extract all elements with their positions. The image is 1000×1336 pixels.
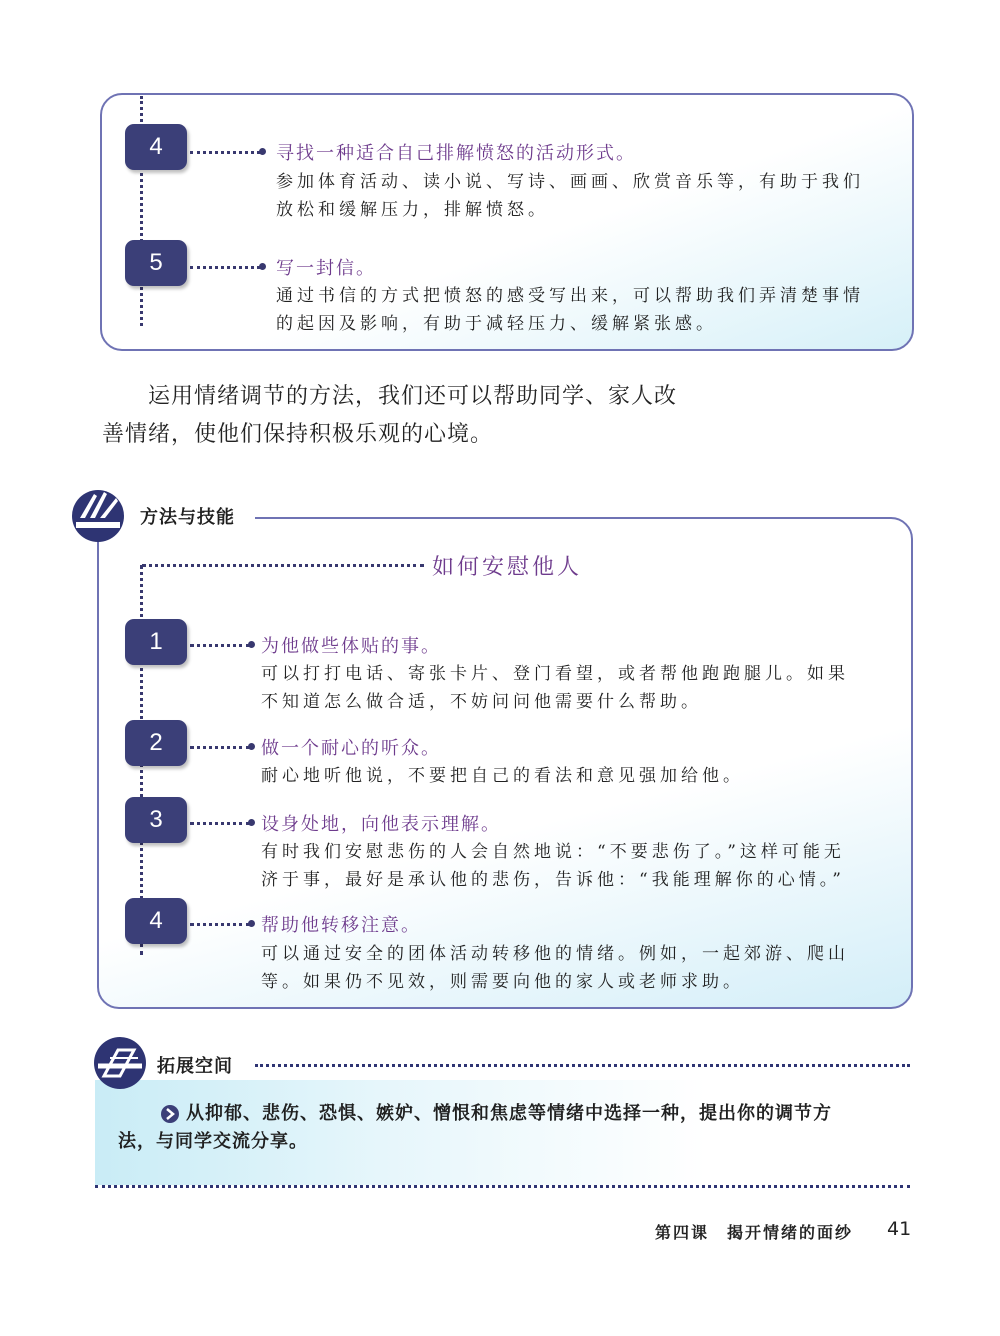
item-body: 可以打打电话、寄张卡片、登门看望，或者帮他跑跑腿儿。如果 不知道怎么做合适，不妨问问他需要什么帮助。 xyxy=(261,664,849,712)
connector-dots xyxy=(190,822,250,825)
step-badge-4: 4 xyxy=(125,898,187,944)
lesson-title: 第四课 揭开情绪的面纱 xyxy=(655,1223,854,1242)
arrow-bullet-icon xyxy=(160,1104,180,1124)
expand-bottom-dots xyxy=(95,1185,910,1188)
connector-dots xyxy=(190,644,250,647)
connector-dot-end xyxy=(248,819,255,826)
connector-dots xyxy=(190,151,260,154)
expand-text-line-1: 从抑郁、悲伤、恐惧、嫉妒、憎恨和焦虑等情绪中选择一种，提出你的调节方 xyxy=(186,1103,832,1124)
item-title: 做一个耐心的听众。 xyxy=(261,738,441,759)
item-body: 通过书信的方式把愤怒的感受写出来，可以帮助我们弄清楚事情 的起因及影响，有助于减轻压力、缓解紧张感。 xyxy=(276,286,864,334)
item-title: 写一封信。 xyxy=(276,258,376,279)
item-title: 寻找一种适合自己排解愤怒的活动形式。 xyxy=(276,143,636,164)
connector-dot-end xyxy=(248,920,255,927)
body-paragraph-line-1: 运用情绪调节的方法，我们还可以帮助同学、家人改 xyxy=(148,384,678,409)
item-title: 设身处地，向他表示理解。 xyxy=(261,814,501,835)
step-badge-2: 2 xyxy=(125,720,187,766)
item-body: 有时我们安慰悲伤的人会自然地说：“不要悲伤了。”这样可能无 济于事，最好是承认他的悲伤，告诉他：“我能理解你的心情。” xyxy=(261,842,845,890)
methods-label: 方法与技能 xyxy=(140,507,235,528)
methods-icon xyxy=(70,488,130,544)
heading-connector xyxy=(142,564,424,567)
page-number: 41 xyxy=(887,1218,912,1240)
connector-dots xyxy=(190,266,260,269)
item-body: 可以通过安全的团体活动转移他的情绪。例如，一起郊游、爬山 等。如果仍不见效，则需要向他的家人或老师求助。 xyxy=(261,944,849,992)
item-title: 帮助他转移注意。 xyxy=(261,915,421,936)
expand-top-dots xyxy=(255,1064,910,1067)
connector-dots xyxy=(190,923,250,926)
connector-dot-end xyxy=(248,743,255,750)
connector-dots xyxy=(190,746,250,749)
item-title: 为他做些体贴的事。 xyxy=(261,636,441,657)
expand-icon xyxy=(92,1036,150,1090)
connector-dot-end xyxy=(248,641,255,648)
step-badge-4: 4 xyxy=(125,124,187,170)
step-badge-5: 5 xyxy=(125,240,187,286)
box-heading: 如何安慰他人 xyxy=(432,555,583,580)
expand-text-line-2: 法，与同学交流分享。 xyxy=(118,1131,308,1152)
item-body: 耐心地听他说，不要把自己的看法和意见强加给他。 xyxy=(261,766,744,786)
body-paragraph-line-2: 善情绪，使他们保持积极乐观的心境。 xyxy=(102,422,494,447)
connector-dot-end xyxy=(259,148,266,155)
item-body: 参加体育活动、读小说、写诗、画画、欣赏音乐等，有助于我们 放松和缓解压力，排解愤怒。 xyxy=(276,172,864,220)
connector-dot-end xyxy=(259,263,266,270)
expand-label: 拓展空间 xyxy=(157,1056,233,1077)
step-badge-1: 1 xyxy=(125,619,187,665)
step-badge-3: 3 xyxy=(125,797,187,843)
